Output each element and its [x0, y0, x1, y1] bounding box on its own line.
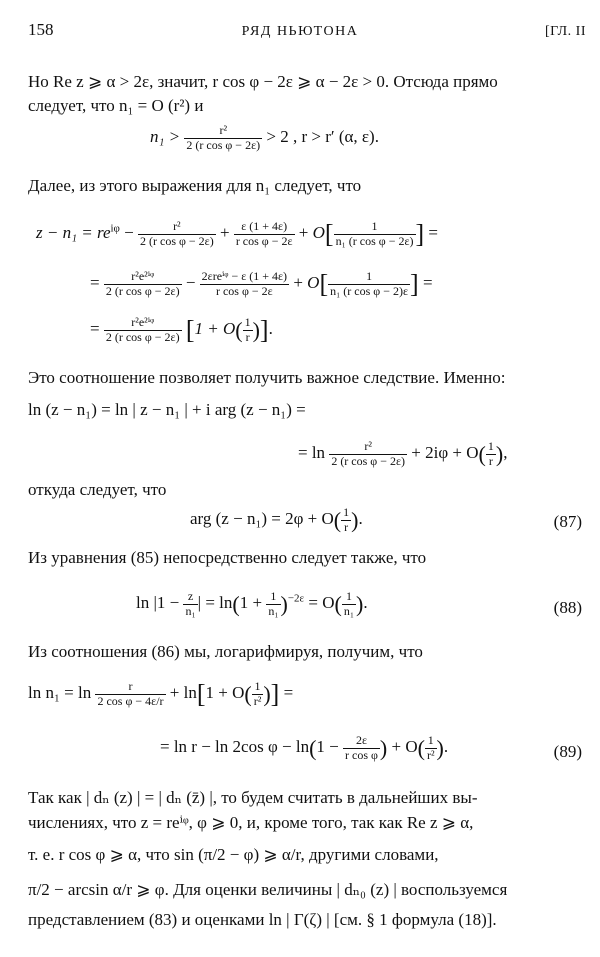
fraction	[104, 270, 182, 299]
fraction	[200, 270, 289, 299]
numerator: 1	[244, 315, 251, 329]
eq-text: + O	[391, 737, 418, 757]
denominator: 2 cos φ − 4ε/r	[97, 693, 164, 708]
denominator: r²	[253, 693, 262, 708]
equation-number: (88)	[553, 598, 582, 617]
fraction	[252, 680, 264, 709]
equation-89-row-1: ln n₁ = ln $\frac{r}{\text{2 cos φ − 4ε/r}}$ + ln[1 + O( $\frac{1}{\text{r²}}$ )] =	[28, 679, 294, 709]
equation-2-row-3: = $\frac{\text{r²e²ⁱᵠ}}{\text{2 (r cos φ − 2ε)}}$ [1 + O( $\frac{1}{r}$ )].	[90, 315, 273, 345]
denominator: n₁ (r cos φ − 2ε)	[335, 233, 414, 248]
equation-3-row-1: ln (z − n₁) = ln | z − n₁ | + i arg (z − n₁) =	[28, 400, 306, 419]
denominator: 2 (r cos φ − 2ε)	[140, 233, 214, 248]
numerator: r²e²ⁱᵠ	[131, 269, 155, 283]
eq-text: = ln r − ln 2cos φ − ln	[160, 737, 310, 757]
paragraph-line: Из соотношения (86) мы, логарифмируя, получим, что	[28, 642, 423, 661]
denominator: r cos φ − 2ε	[200, 284, 289, 299]
exponent: −2ε	[287, 592, 305, 605]
denominator: n₁	[268, 603, 279, 618]
fraction	[425, 734, 437, 763]
numerator: 1	[371, 219, 378, 233]
numerator: r²	[219, 123, 228, 137]
eq-text: 1 −	[156, 593, 180, 613]
equation-2-row-2: = $\frac{\text{r²e²ⁱᵠ}}{\text{2 (r cos φ − 2ε)}}$ − $\frac{\text{2εreⁱᵠ − ε (1 + 4ε)}}{\text{r cos φ − 2ε}}$ + O[ $\frac{1}{\text{n₁ (r cos φ − 2)ε}}$ ] =	[90, 269, 433, 299]
fraction	[234, 220, 295, 249]
fraction	[266, 590, 280, 619]
numerator: r	[128, 679, 133, 693]
fraction	[328, 270, 410, 299]
numerator: 1	[345, 589, 352, 603]
fraction	[104, 316, 182, 345]
eq-text: 1 −	[316, 737, 339, 757]
fraction	[343, 734, 380, 763]
fraction	[95, 680, 165, 709]
paragraph-line: π/2 − arcsin α/r ⩾ φ. Для оценки величины | dₙ₀ (z) | воспользуемся	[28, 880, 508, 899]
numerator: 1	[254, 679, 261, 693]
running-title: РЯД НЬЮТОНА	[241, 24, 359, 39]
fraction	[486, 440, 496, 469]
fraction	[184, 124, 262, 153]
denominator: r cos φ	[345, 747, 378, 762]
denominator: r	[486, 454, 496, 469]
denominator: r	[243, 330, 253, 345]
eq-text: 1 + O	[194, 319, 236, 339]
eq-text: = ln	[298, 443, 326, 463]
eq-text: ln	[136, 593, 150, 613]
denominator: 2 (r cos φ − 2ε)	[105, 329, 180, 344]
equation-87: arg (z − n₁) = 2φ + O( $\frac{1}{r}$ ).	[190, 505, 363, 534]
fraction	[329, 440, 407, 469]
numerator: r²e²ⁱᵠ	[131, 315, 155, 329]
numerator: r²	[364, 439, 372, 453]
equation-3-row-2: = ln $\frac{\text{r²}}{\text{2 (r cos φ − 2ε)}}$ + 2iφ + O( $\frac{1}{r}$ ),	[298, 439, 508, 468]
fraction	[342, 590, 356, 619]
denominator: n₁	[185, 603, 196, 618]
eq-text: > 2 , r > r′ (α, ε).	[266, 127, 379, 147]
fraction	[138, 220, 216, 249]
numerator: 1	[270, 589, 277, 603]
paragraph-line: представлением (83) и оценками ln | Γ(ζ) | [см. § 1 формула (18)].	[28, 910, 497, 929]
paragraph-line: Из уравнения (85) непосредственно следует также, что	[28, 548, 427, 567]
paragraph-line: следует, что n₁ = O (r²) и	[28, 96, 204, 115]
numerator: z	[187, 589, 194, 603]
page-number: 158	[28, 20, 54, 39]
numerator: 1	[427, 733, 434, 747]
denominator: r	[341, 520, 351, 535]
denominator: n₁ (r cos φ − 2)ε	[330, 283, 409, 298]
denominator: r²	[426, 747, 435, 762]
fraction	[243, 316, 253, 345]
paragraph-line: числениях, что z = reⁱᵠ, φ ⩾ 0, и, кроме того, так как Re z ⩾ α,	[28, 813, 474, 832]
paragraph-line: Это соотношение позволяет получить важное следствие. Именно:	[28, 368, 506, 387]
eq-text: z − n₁ = re	[36, 223, 111, 243]
eq-text: + 2iφ + O	[411, 443, 479, 463]
denominator: 2 (r cos φ − 2ε)	[186, 137, 261, 152]
equation-1	[150, 124, 379, 153]
numerator: 1	[343, 505, 350, 519]
eq-text: 1 +	[239, 593, 263, 613]
eq-text: = ln	[205, 593, 233, 613]
eq-text: arg (z − n₁) = 2φ + O	[190, 509, 334, 529]
denominator: r cos φ − 2ε	[235, 233, 293, 248]
numerator: ε (1 + 4ε)	[241, 219, 288, 233]
equation-2-row-1: $z - n_1 = re^{i\varphi}$ − $\frac{\text{r²}}{\text{2 (r cos φ − 2ε)}}$ + $\frac{\varepsilon (1 + 4\varepsilon)}{\text{r cos φ − 2ε}}$ + O[ $\frac{1}{\text{n₁ (r cos φ − 2ε)}}$ ] =	[36, 219, 439, 249]
equation-89-row-2: = ln r − ln 2cos φ − ln(1 − $\frac{2\varepsilon}{\text{r cos φ}}$ ) + O( $\frac{1}{\text{r²}}$ ).	[160, 733, 449, 762]
fraction	[183, 590, 197, 619]
denominator: 2 (r cos φ − 2ε)	[105, 283, 180, 298]
eq-text: + ln	[169, 683, 197, 703]
denominator: 2 (r cos φ − 2ε)	[331, 453, 406, 468]
equation-88: ln |1 − $\frac{z}{\text{n₁}}$ | = ln(1 + $\frac{1}{\text{n₁}}$ )$^{-2\varepsilon}$ = O( $\frac{1}{\text{n₁}}$ ).	[136, 589, 368, 618]
exponent: iφ	[110, 222, 120, 235]
eq-text: 1 + O	[205, 683, 245, 703]
numerator: 1	[366, 269, 373, 283]
equation-number: (87)	[553, 512, 582, 531]
paragraph-line: откуда следует, что	[28, 480, 167, 499]
eq-text: =	[283, 683, 294, 703]
fraction	[341, 506, 351, 535]
numerator: 2ε	[355, 733, 367, 747]
paragraph-line: Но Re z ⩾ α > 2ε, значит, r cos φ − 2ε ⩾ α − 2ε > 0. Отсюда прямо	[28, 72, 498, 91]
chapter-label: [ГЛ. II	[544, 24, 586, 39]
fraction	[334, 220, 416, 249]
eq-text: ln n₁ = ln	[28, 683, 92, 703]
eq-text: n₁ >	[150, 127, 181, 147]
equation-number: (89)	[553, 742, 582, 761]
paragraph-line: Так как | dₙ (z) | = | dₙ (z̄) |, то будем считать в дальнейших вы-	[28, 788, 478, 807]
eq-text: = O	[308, 593, 335, 613]
numerator: 1	[487, 439, 494, 453]
numerator: r²	[173, 219, 181, 233]
paragraph-line: т. е. r cos φ ⩾ α, что sin (π/2 − φ) ⩾ α/r, другими словами,	[28, 845, 439, 864]
denominator: n₁	[343, 603, 355, 618]
numerator: 2εreⁱᵠ − ε (1 + 4ε)	[201, 269, 288, 283]
paragraph-line: Далее, из этого выражения для n₁ следует, что	[28, 176, 362, 195]
